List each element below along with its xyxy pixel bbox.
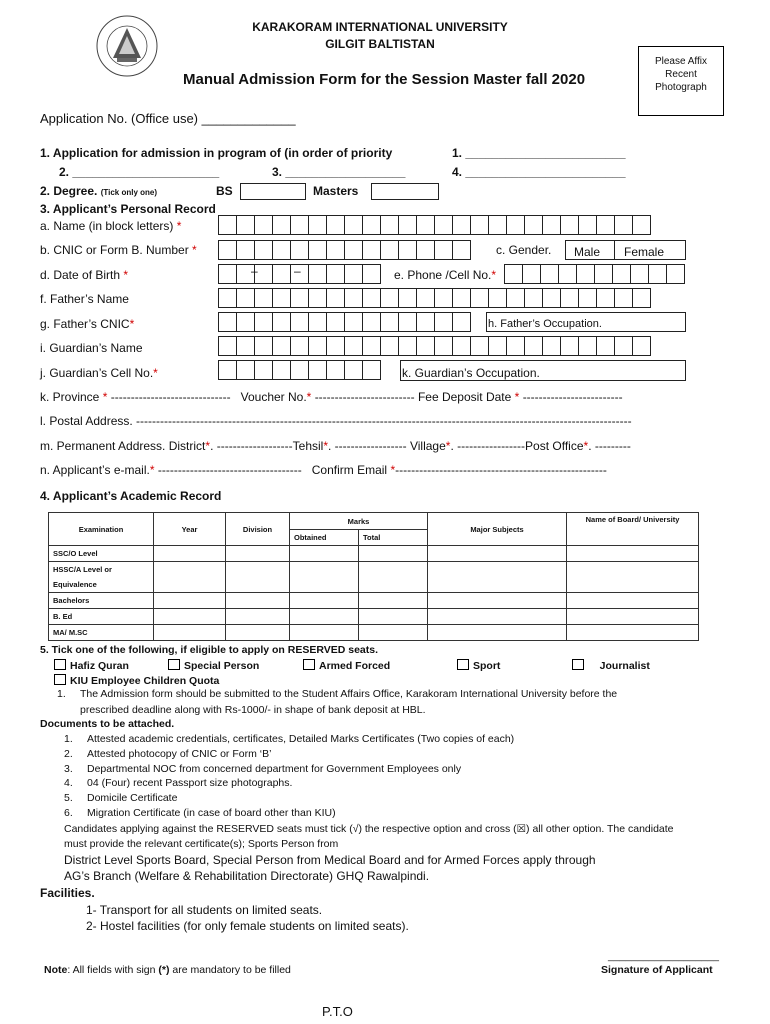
permanent-address-row[interactable]	[40, 439, 631, 453]
col-major-subjects: Major Subjects	[428, 513, 567, 546]
instruction-1-number: 1.	[57, 688, 66, 700]
required-star: *	[102, 390, 108, 404]
required-star: *	[491, 268, 497, 282]
father-name-boxes[interactable]	[218, 288, 650, 308]
doc-item: 04 (Four) recent Passport size photographs.	[87, 777, 293, 789]
reserved-note-line4: AG’s Branch (Welfare & Rehabilitation Directorate) GHQ Rawalpindi.	[64, 869, 430, 883]
col-division: Division	[226, 513, 290, 546]
instruction-1-line2: prescribed deadline along with Rs-1000/- in shape of bank deposit at HBL.	[80, 704, 426, 716]
program-priority-1[interactable]: 1. ________________________	[452, 146, 626, 160]
tehsil-label: . -------------------Tehsil	[210, 439, 324, 453]
required-star: *	[149, 463, 155, 477]
name-label	[40, 219, 181, 233]
reserved-label: Journalist	[599, 660, 650, 672]
phone-label-text: e. Phone /Cell No.	[394, 268, 492, 282]
father-occupation-label: h. Father’s Occupation.	[488, 318, 602, 330]
program-heading: 1. Application for admission in program of (in order of priority	[40, 146, 393, 160]
degree-bs-label: BS	[216, 184, 233, 198]
note-end: are mandatory to be filled	[172, 964, 291, 976]
academic-heading: 4. Applicant’s Academic Record	[40, 489, 222, 503]
email-label: n. Applicant’s e-mail.	[40, 463, 150, 477]
col-obtained: Obtained	[290, 530, 359, 546]
reserved-note-line1: Candidates applying against the RESERVED seats must tick (√) the respective option and cross (☒) all other option. The candidate	[64, 823, 674, 835]
doc-item: Migration Certificate (in case of board other than KIU)	[87, 807, 336, 819]
table-row[interactable]	[49, 625, 699, 641]
father-cnic-label	[40, 317, 134, 331]
documents-heading: Documents to be attached.	[40, 718, 175, 730]
row-label-line1: HSSC/A Level or	[53, 565, 112, 574]
doc-item: Departmental NOC from concerned department for Government Employees only	[87, 763, 462, 775]
voucher-field[interactable]: -------------------------	[314, 390, 415, 404]
email-field[interactable]: ------------------------------------	[157, 463, 302, 477]
university-name: KARAKORAM INTERNATIONAL UNIVERSITY	[252, 20, 508, 34]
facility-item: 2- Hostel facilities (for only female students on limited seats).	[86, 919, 409, 933]
doc-item: Domicile Certificate	[87, 792, 178, 804]
gender-male-label: Male	[574, 245, 601, 259]
photo-box[interactable]	[638, 46, 724, 116]
required-star: *	[306, 390, 312, 404]
degree-title: 2. Degree.	[40, 184, 98, 198]
degree-masters-label: Masters	[313, 184, 359, 198]
note-sign: (*)	[158, 964, 170, 976]
facility-item: 1- Transport for all students on limited seats.	[86, 903, 323, 917]
col-examination: Examination	[49, 513, 154, 546]
instruction-1-line1: The Admission form should be submitted to the Student Affairs Office, Karakoram International University before the	[80, 688, 618, 700]
reserved-opt-sport[interactable]	[457, 659, 500, 672]
gender-label: c. Gender.	[496, 243, 552, 257]
dob-dash-2: –	[294, 264, 301, 278]
pto: P.T.O	[322, 1004, 353, 1019]
signature-label: Signature of Applicant	[601, 964, 713, 976]
required-star: *	[129, 317, 135, 331]
reserved-heading: 5. Tick one of the following, if eligible to apply on RESERVED seats.	[40, 644, 378, 656]
email-row[interactable]	[40, 463, 607, 477]
row-label: SSC/O Level	[49, 546, 154, 562]
university-location: GILGIT BALTISTAN	[325, 37, 435, 51]
doc-num: 6.	[64, 807, 73, 819]
dob-label-text: d. Date of Birth	[40, 268, 121, 282]
guardian-name-boxes[interactable]	[218, 336, 650, 356]
program-priority-4[interactable]: 4. ________________________	[452, 165, 626, 179]
name-boxes[interactable]	[218, 215, 650, 235]
table-row[interactable]	[49, 546, 699, 562]
checkbox-icon[interactable]	[168, 659, 180, 670]
reserved-opt-special[interactable]	[168, 659, 259, 672]
degree-masters-box[interactable]	[371, 183, 439, 200]
required-star: *	[123, 268, 129, 282]
signature-line[interactable]: ___________________	[608, 950, 719, 962]
name-label-text: a. Name (in block letters)	[40, 219, 174, 233]
cnic-label	[40, 243, 197, 257]
guardian-cell-boxes[interactable]	[218, 360, 380, 380]
father-name-label: f. Father’s Name	[40, 292, 129, 306]
father-cnic-label-text: g. Father’s CNIC	[40, 317, 130, 331]
photo-line-1: Please Affix	[654, 56, 708, 67]
voucher-label: Voucher No.	[240, 390, 307, 404]
reserved-opt-journalist[interactable]	[572, 659, 650, 672]
col-total: Total	[359, 530, 428, 546]
table-row[interactable]	[49, 609, 699, 625]
village-label: . ------------------ Village	[328, 439, 446, 453]
col-board: Name of Board/ University	[567, 513, 699, 546]
academic-table	[48, 512, 699, 641]
row-label: MA/ M.SC	[49, 625, 154, 641]
fee-date-label: Fee Deposit Date	[417, 390, 512, 404]
required-star: *	[514, 390, 520, 404]
mandatory-note	[44, 964, 291, 976]
row-label	[49, 562, 154, 593]
personal-heading: 3. Applicant’s Personal Record	[40, 202, 216, 216]
reserved-opt-kiu[interactable]	[54, 674, 219, 687]
cnic-boxes[interactable]	[218, 240, 470, 260]
post-office-field: . ---------	[588, 439, 631, 453]
doc-num: 5.	[64, 792, 73, 804]
required-star: *	[153, 366, 158, 380]
father-occupation-box[interactable]	[486, 312, 686, 332]
required-star: *	[205, 439, 211, 453]
reserved-note-line3: District Level Sports Board, Special Person from Medical Board and for Armed Forces apply through	[64, 853, 596, 867]
col-marks: Marks	[290, 513, 428, 530]
confirm-email-field[interactable]: -----------------------------------------------------	[395, 463, 607, 477]
reserved-label: KIU Employee Children Quota	[70, 675, 220, 687]
note-label: Note	[44, 964, 68, 976]
reserved-label: Special Person	[184, 660, 260, 672]
col-year: Year	[154, 513, 226, 546]
father-cnic-boxes[interactable]	[218, 312, 470, 332]
district-label: m. Permanent Address. District	[40, 439, 206, 453]
dob-dash-1: –	[251, 264, 258, 278]
province-label: k. Province	[40, 390, 100, 404]
guardian-occupation-label: k. Guardian’s Occupation.	[402, 366, 540, 380]
confirm-email-label: Confirm Email	[311, 463, 388, 477]
required-star: *	[583, 439, 589, 453]
doc-num: 3.	[64, 763, 73, 775]
required-star: *	[445, 439, 451, 453]
province-row	[40, 390, 623, 404]
checkbox-icon[interactable]	[303, 659, 315, 670]
checkbox-icon[interactable]	[54, 674, 66, 685]
checkbox-icon[interactable]	[457, 659, 469, 670]
reserved-opt-hafiz[interactable]	[54, 659, 129, 672]
form-title: Manual Admission Form for the Session Master fall 2020	[183, 71, 586, 88]
fee-date-field[interactable]: -------------------------	[522, 390, 623, 404]
checkbox-icon[interactable]	[54, 659, 66, 670]
postal-address-row[interactable]: l. Postal Address. ----------------------------------------------------------------------------------------------------------------------------	[40, 414, 632, 428]
reserved-label: Hafiz Quran	[70, 660, 129, 672]
row-label: Bachelors	[49, 593, 154, 609]
row-label: B. Ed	[49, 609, 154, 625]
guardian-cell-label	[40, 366, 158, 380]
phone-label	[394, 268, 496, 282]
program-priority-2[interactable]: 2. ______________________	[59, 165, 220, 179]
gender-female-label: Female	[624, 245, 665, 259]
checkbox-icon[interactable]	[572, 659, 584, 670]
required-star: *	[323, 439, 329, 453]
required-star: *	[390, 463, 396, 477]
table-row[interactable]	[49, 562, 699, 593]
reserved-label: Sport	[473, 660, 501, 672]
phone-boxes[interactable]	[504, 264, 684, 284]
guardian-cell-label-text: j. Guardian’s Cell No.	[40, 366, 154, 380]
photo-line-2: Recent	[665, 69, 697, 80]
doc-item: Attested photocopy of CNIC or Form ‘B’	[87, 748, 272, 760]
program-priority-3[interactable]: 3. __________________	[272, 165, 406, 179]
guardian-name-label: i. Guardian’s Name	[40, 341, 143, 355]
degree-note: (Tick only one)	[100, 188, 158, 197]
note-text: : All fields with sign	[67, 964, 156, 976]
reserved-note-line2: must provide the relevant certificate(s); Sports Person from	[64, 838, 339, 850]
facilities-heading: Facilities.	[40, 886, 95, 900]
doc-num: 1.	[64, 733, 73, 745]
degree-label	[40, 184, 157, 198]
dob-label	[40, 268, 128, 282]
guardian-occupation-box[interactable]	[400, 360, 686, 381]
application-number: Application No. (Office use) _____________	[40, 111, 296, 126]
reserved-opt-armed[interactable]	[303, 659, 390, 672]
reserved-label: Armed Forced	[319, 660, 391, 672]
province-field[interactable]: ------------------------------	[110, 390, 231, 404]
cnic-label-text: b. CNIC or Form B. Number	[40, 243, 189, 257]
table-row[interactable]	[49, 593, 699, 609]
photo-line-3: Photograph	[655, 82, 707, 93]
university-logo	[95, 14, 159, 78]
post-office-label: . -----------------Post Office	[450, 439, 584, 453]
doc-num: 4.	[64, 777, 73, 789]
doc-item: Attested academic credentials, certificates, Detailed Marks Certificates (Two copies of each)	[87, 733, 515, 745]
doc-num: 2.	[64, 748, 73, 760]
required-star: *	[192, 243, 197, 257]
row-label-line2: Equivalence	[53, 580, 97, 589]
degree-bs-box[interactable]	[240, 183, 306, 200]
required-star: *	[176, 219, 182, 233]
